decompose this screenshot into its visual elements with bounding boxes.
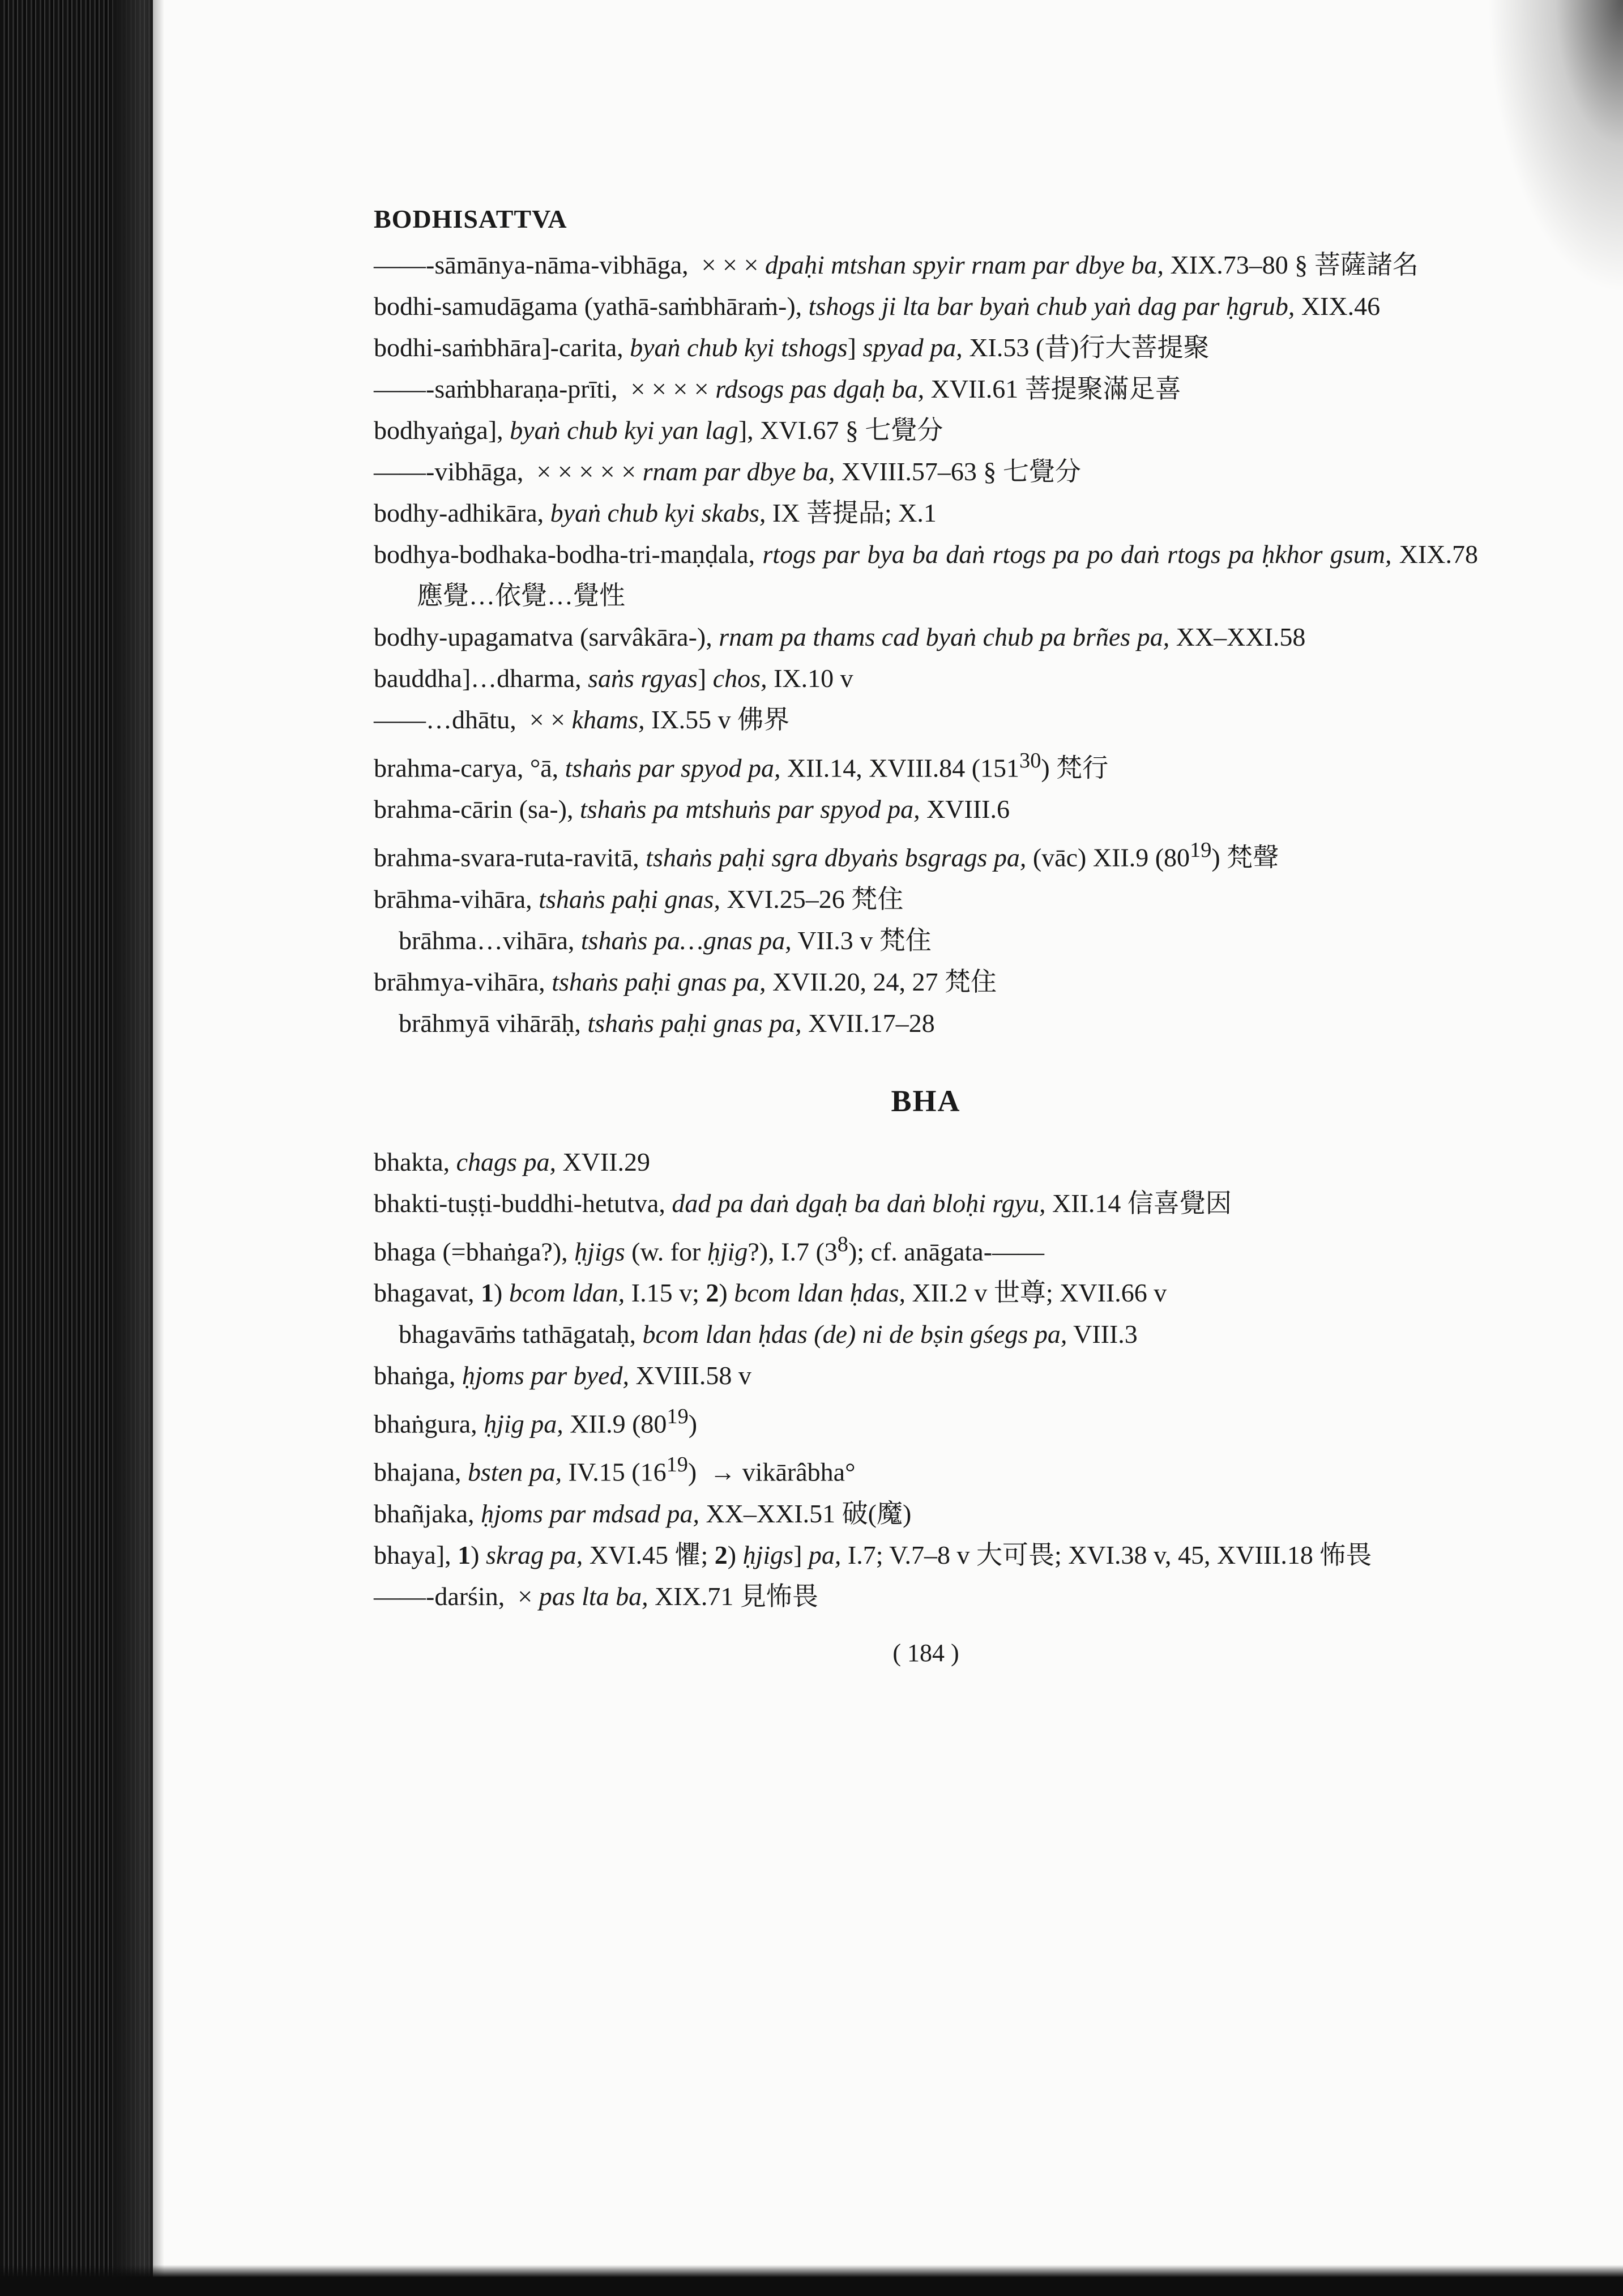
dictionary-entry: brahma-cārin (sa-), tshaṅs pa mtshuṅs par spyod pa, XVIII.6	[374, 795, 1010, 824]
dictionary-entry: brahma-svara-ruta-ravitā, tshaṅs paḥi sgra dbyaṅs bsgrags pa, (vāc) XII.9 $(80^{19})$ 梵聲	[374, 838, 1279, 872]
page-body	[374, 204, 1478, 1667]
dictionary-entry: bhakti-tuṣṭi-buddhi-hetutva, dad pa daṅ dgaḥ ba daṅ bloḥi rgyu, XII.14 信喜覺因	[374, 1188, 1232, 1218]
dictionary-entry: bhajana, bsten pa, IV.15 $(16^{19})$ → vikārâbha°	[374, 1453, 856, 1487]
dictionary-entry: ——…dhātu, × × khams, IX.55 v 佛界	[374, 705, 790, 734]
dictionary-entry: bhaya], 1) skrag pa, XVI.45 懼; 2) ḥjigs] pa, I.7; V.7–8 v 大可畏; XVI.38 v, 45, XVIII.18 怖畏	[374, 1540, 1372, 1569]
dictionary-entry: bhañjaka, ḥjoms par mdsad pa, XX–XXI.51 破(魔)	[374, 1499, 912, 1528]
dictionary-entry: bhaṅgura, ḥjig pa, XII.9 $(80^{19})$	[374, 1404, 698, 1439]
entry-list-top	[374, 244, 1478, 1044]
dictionary-entry: bhagavat, 1) bcom ldan, I.15 v; 2) bcom ldan ḥdas, XII.2 v 世尊; XVII.66 v	[374, 1278, 1167, 1307]
dictionary-entry: ——-sāmānya-nāma-vibhāga, × × × dpaḥi mtshan spyir rnam par dbye ba, XIX.73–80 § 菩薩諸名	[374, 250, 1419, 279]
dictionary-entry: bhaga (=bhaṅga?), ḥjigs (w. for ḥjig?), I.7 $(3^8)$; cf. anāgata-——	[374, 1232, 1045, 1266]
entry-list-bottom	[374, 1141, 1478, 1617]
dictionary-entry: ——-vibhāga, × × × × × rnam par dbye ba, XVIII.57–63 § 七覺分	[374, 457, 1081, 486]
dictionary-entry: brāhma-vihāra, tshaṅs paḥi gnas, XVI.25–26 梵住	[374, 884, 904, 914]
dictionary-entry: brāhmyā vihārāḥ, tshaṅs paḥi gnas pa, XVII.17–28	[399, 1008, 935, 1038]
dictionary-entry: bauddha]…dharma, saṅs rgyas] chos, IX.10 v	[374, 664, 853, 693]
dictionary-entry: bodhi-saṁbhāra]-carita, byaṅ chub kyi tshogs] spyad pa, XI.53 (昔)行大菩提聚	[374, 333, 1210, 362]
dictionary-entry: bhaṅga, ḥjoms par byed, XVIII.58 v	[374, 1360, 751, 1390]
dictionary-entry: brahma-carya, °ā, tshaṅs par spyod pa, XII.14, XVIII.84 $(151^{30})$ 梵行	[374, 749, 1109, 783]
corner-shadow	[1487, 0, 1623, 295]
page-number: ( 184 )	[892, 1638, 959, 1667]
dictionary-entry: ——-darśin, × pas lta ba, XIX.71 見怖畏	[374, 1581, 818, 1611]
dictionary-entry: bodhy-adhikāra, byaṅ chub kyi skabs, IX 菩提品; X.1	[374, 498, 937, 527]
dictionary-entry: bhagavāṁs tathāgataḥ, bcom ldan ḥdas (de) ni de bṣin gśegs pa, VIII.3	[399, 1319, 1138, 1348]
dictionary-entry: bodhya-bodhaka-bodha-tri-maṇḍala, rtogs par bya ba daṅ rtogs pa po daṅ rtogs pa ḥkhor gsum, XIX.78 應覺…依覺…覺性	[374, 540, 1478, 610]
dictionary-entry: bhakta, chags pa, XVII.29	[374, 1147, 651, 1176]
section-heading: BHA	[891, 1083, 961, 1118]
dictionary-entry: brāhma…vihāra, tshaṅs pa…gnas pa, VII.3 v 梵住	[399, 925, 932, 955]
dictionary-entry: bodhyaṅga], byaṅ chub kyi yan lag], XVI.67 § 七覺分	[374, 416, 943, 445]
running-head: BODHISATTVA	[374, 204, 567, 233]
bottom-edge	[0, 2265, 1623, 2296]
dictionary-entry: brāhmya-vihāra, tshaṅs paḥi gnas pa, XVII.20, 24, 27 梵住	[374, 967, 997, 996]
dictionary-entry: bodhy-upagamatva (sarvâkāra-), rnam pa thams cad byaṅ chub pa brñes pa, XX–XXI.58	[374, 622, 1306, 651]
dictionary-entry: ——-saṁbharaṇa-prīti, × × × × rdsogs pas dgaḥ ba, XVII.61 菩提聚滿足喜	[374, 374, 1181, 403]
gutter-shadow	[113, 0, 164, 2296]
dictionary-entry: bodhi-samudāgama (yathā-saṁbhāraṁ-), tshogs ji lta bar byaṅ chub yaṅ dag par ḥgrub, XIX.46	[374, 292, 1381, 321]
